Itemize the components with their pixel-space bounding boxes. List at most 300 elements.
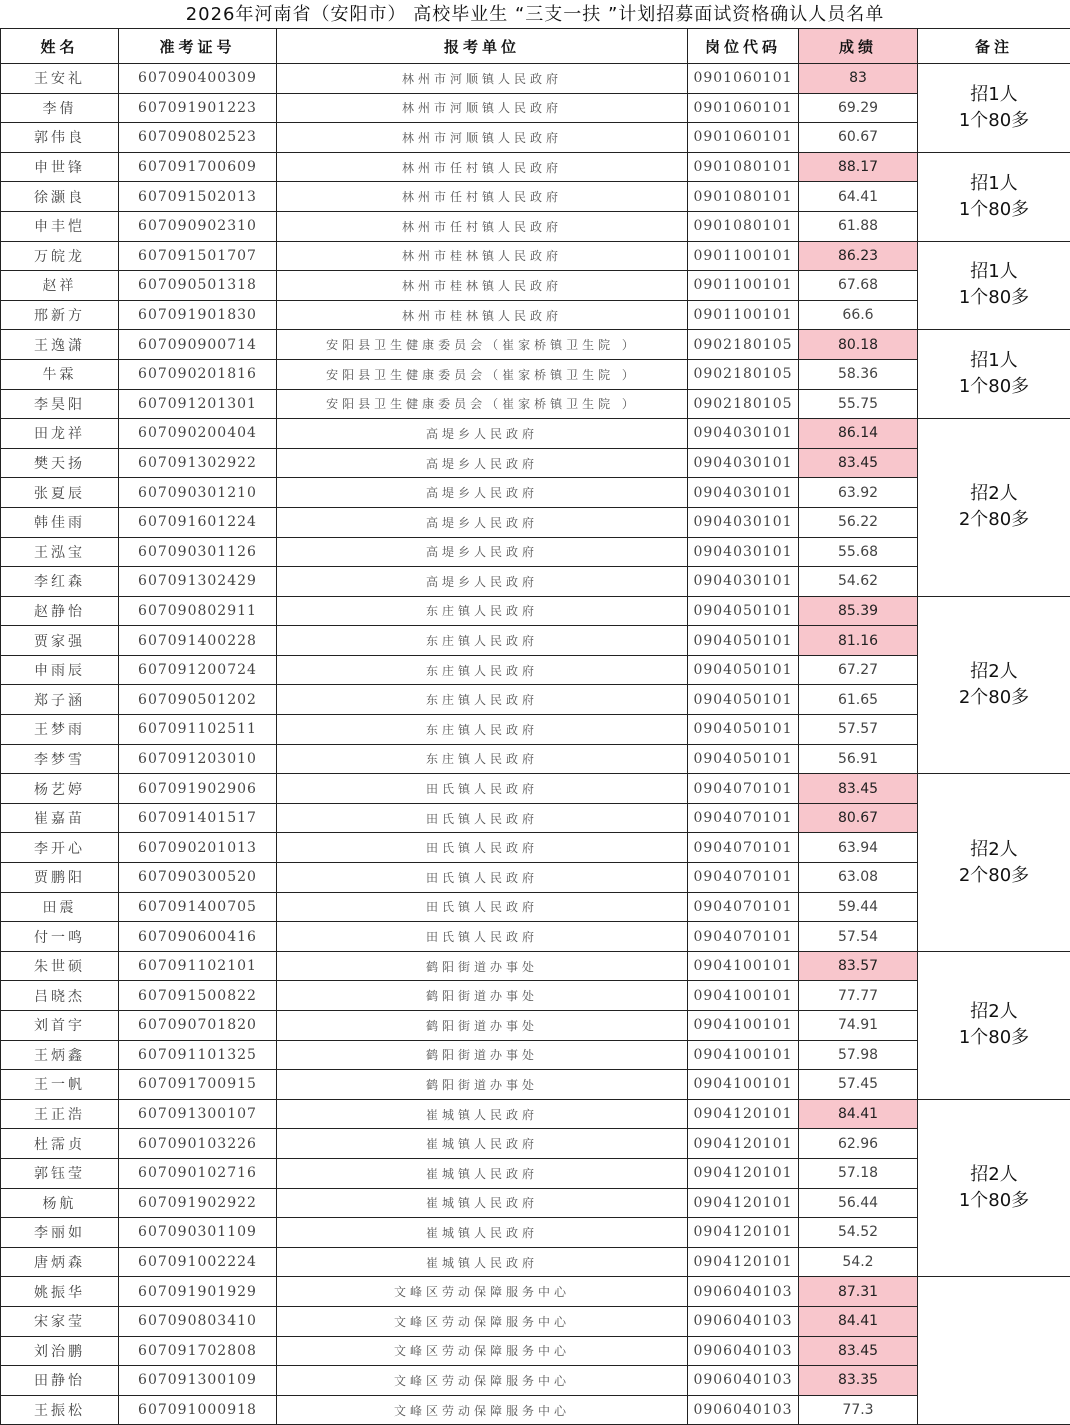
note-line: 招1人 [918, 259, 1070, 285]
score-cell: 63.08 [799, 863, 918, 893]
exam-id-cell: 607091102101 [119, 951, 277, 981]
note-line: 2个80多 [918, 507, 1070, 533]
unit-cell: 鹤阳街道办事处 [277, 981, 688, 1011]
note-cell [918, 596, 1070, 774]
score-cell: 83.45 [799, 1336, 918, 1366]
code-cell: 0904030101 [688, 537, 799, 567]
table-row [1, 478, 1070, 508]
name-cell: 申世锋 [1, 152, 119, 182]
score-cell: 83.45 [799, 448, 918, 478]
code-cell: 0904070101 [688, 922, 799, 952]
score-cell: 86.14 [799, 419, 918, 449]
code-cell: 0906040103 [688, 1306, 799, 1336]
note-line: 2个80多 [918, 685, 1070, 711]
unit-cell: 林州市河顺镇人民政府 [277, 123, 688, 153]
unit-cell: 安阳县卫生健康委员会（崔家桥镇卫生院 ） [277, 330, 688, 360]
table-row [1, 981, 1070, 1011]
unit-cell: 文峰区劳动保障服务中心 [277, 1277, 688, 1307]
score-cell: 77.3 [799, 1395, 918, 1425]
name-cell: 唐炳森 [1, 1247, 119, 1277]
unit-cell: 崔城镇人民政府 [277, 1247, 688, 1277]
exam-id-cell: 607091601224 [119, 507, 277, 537]
table-row [1, 685, 1070, 715]
table-row [1, 448, 1070, 478]
score-cell: 62.96 [799, 1129, 918, 1159]
score-cell: 63.94 [799, 833, 918, 863]
name-cell: 李梦雪 [1, 744, 119, 774]
score-cell: 84.41 [799, 1099, 918, 1129]
table-row [1, 1070, 1070, 1100]
table-row [1, 951, 1070, 981]
unit-cell: 鹤阳街道办事处 [277, 1040, 688, 1070]
table-row [1, 537, 1070, 567]
unit-cell: 田氏镇人民政府 [277, 863, 688, 893]
exam-id-cell: 607090902310 [119, 211, 277, 241]
code-cell: 0906040103 [688, 1395, 799, 1425]
note-cell [918, 419, 1070, 597]
name-cell: 王振松 [1, 1395, 119, 1425]
code-cell: 0904100101 [688, 951, 799, 981]
header-code: 岗位代码 [688, 29, 799, 64]
unit-cell: 崔城镇人民政府 [277, 1129, 688, 1159]
table-row [1, 359, 1070, 389]
score-cell: 56.22 [799, 507, 918, 537]
code-cell: 0904120101 [688, 1188, 799, 1218]
code-cell: 0902180105 [688, 389, 799, 419]
exam-id-cell: 607091302922 [119, 448, 277, 478]
header-score: 成绩 [799, 29, 918, 64]
header-name: 姓名 [1, 29, 119, 64]
table-row [1, 389, 1070, 419]
code-cell: 0906040103 [688, 1336, 799, 1366]
unit-cell: 东庄镇人民政府 [277, 744, 688, 774]
exam-id-cell: 607091700915 [119, 1070, 277, 1100]
note-cell [918, 774, 1070, 952]
code-cell: 0901060101 [688, 93, 799, 123]
table-row [1, 922, 1070, 952]
exam-id-cell: 607091401517 [119, 803, 277, 833]
code-cell: 0901060101 [688, 123, 799, 153]
score-cell: 83.57 [799, 951, 918, 981]
code-cell: 0904100101 [688, 1011, 799, 1041]
exam-id-cell: 607090501318 [119, 271, 277, 301]
exam-id-cell: 607091901830 [119, 300, 277, 330]
score-cell: 66.6 [799, 300, 918, 330]
exam-id-cell: 607091300109 [119, 1366, 277, 1396]
note-line: 招1人 [918, 171, 1070, 197]
unit-cell: 鹤阳街道办事处 [277, 1070, 688, 1100]
header-unit: 报考单位 [277, 29, 688, 64]
code-cell: 0904030101 [688, 507, 799, 537]
table-row [1, 1366, 1070, 1396]
table-row [1, 1395, 1070, 1425]
code-cell: 0901100101 [688, 271, 799, 301]
exam-id-cell: 607091000918 [119, 1395, 277, 1425]
table-body [1, 64, 1070, 1425]
exam-id-cell: 607091702808 [119, 1336, 277, 1366]
unit-cell: 安阳县卫生健康委员会（崔家桥镇卫生院 ） [277, 389, 688, 419]
name-cell: 杨艺婷 [1, 774, 119, 804]
name-cell: 李开心 [1, 833, 119, 863]
exam-id-cell: 607091002224 [119, 1247, 277, 1277]
table-row [1, 211, 1070, 241]
name-cell: 贾家强 [1, 626, 119, 656]
table-row [1, 863, 1070, 893]
table-row [1, 774, 1070, 804]
table-row [1, 300, 1070, 330]
table-row [1, 892, 1070, 922]
name-cell: 樊天扬 [1, 448, 119, 478]
code-cell: 0904070101 [688, 863, 799, 893]
table-row [1, 1306, 1070, 1336]
name-cell: 徐灏良 [1, 182, 119, 212]
name-cell: 张夏辰 [1, 478, 119, 508]
score-cell: 60.67 [799, 123, 918, 153]
unit-cell: 林州市任村镇人民政府 [277, 152, 688, 182]
name-cell: 杨航 [1, 1188, 119, 1218]
code-cell: 0904100101 [688, 1040, 799, 1070]
note-line: 1个80多 [918, 1188, 1070, 1214]
exam-id-cell: 607090102716 [119, 1158, 277, 1188]
name-cell: 田龙祥 [1, 419, 119, 449]
code-cell: 0904100101 [688, 1070, 799, 1100]
code-cell: 0906040103 [688, 1277, 799, 1307]
note-line: 1个80多 [918, 108, 1070, 134]
note-cell [918, 951, 1070, 1099]
name-cell: 邢新方 [1, 300, 119, 330]
exam-id-cell: 607091101325 [119, 1040, 277, 1070]
code-cell: 0904050101 [688, 655, 799, 685]
note-line: 招1人 [918, 82, 1070, 108]
table-row [1, 655, 1070, 685]
score-cell: 84.41 [799, 1306, 918, 1336]
name-cell: 牛霖 [1, 359, 119, 389]
exam-id-cell: 607091700609 [119, 152, 277, 182]
score-cell: 55.75 [799, 389, 918, 419]
code-cell: 0904100101 [688, 981, 799, 1011]
table-row [1, 1040, 1070, 1070]
score-cell: 83.45 [799, 774, 918, 804]
score-cell: 58.36 [799, 359, 918, 389]
exam-id-cell: 607090400309 [119, 64, 277, 94]
note-line: 招2人 [918, 1162, 1070, 1188]
code-cell: 0904120101 [688, 1158, 799, 1188]
name-cell: 姚振华 [1, 1277, 119, 1307]
unit-cell: 高堤乡人民政府 [277, 567, 688, 597]
table-row [1, 744, 1070, 774]
exam-id-cell: 607091200724 [119, 655, 277, 685]
table-row [1, 64, 1070, 94]
score-cell: 57.54 [799, 922, 918, 952]
exam-id-cell: 607091902922 [119, 1188, 277, 1218]
code-cell: 0904050101 [688, 715, 799, 745]
exam-id-cell: 607090201013 [119, 833, 277, 863]
unit-cell: 崔城镇人民政府 [277, 1158, 688, 1188]
table-row [1, 1247, 1070, 1277]
code-cell: 0901080101 [688, 211, 799, 241]
unit-cell: 崔城镇人民政府 [277, 1188, 688, 1218]
table-row [1, 567, 1070, 597]
code-cell: 0901100101 [688, 241, 799, 271]
score-cell: 54.2 [799, 1247, 918, 1277]
exam-id-cell: 607091302429 [119, 567, 277, 597]
unit-cell: 高堤乡人民政府 [277, 537, 688, 567]
unit-cell: 田氏镇人民政府 [277, 833, 688, 863]
exam-id-cell: 607090600416 [119, 922, 277, 952]
table-row [1, 1277, 1070, 1307]
note-cell [918, 64, 1070, 153]
score-cell: 57.18 [799, 1158, 918, 1188]
unit-cell: 文峰区劳动保障服务中心 [277, 1336, 688, 1366]
name-cell: 田静怡 [1, 1366, 119, 1396]
exam-id-cell: 607091902906 [119, 774, 277, 804]
name-cell: 王梦雨 [1, 715, 119, 745]
name-cell: 李丽如 [1, 1218, 119, 1248]
unit-cell: 高堤乡人民政府 [277, 448, 688, 478]
score-cell: 87.31 [799, 1277, 918, 1307]
name-cell: 刘治鹏 [1, 1336, 119, 1366]
score-cell: 83 [799, 64, 918, 94]
score-cell: 85.39 [799, 596, 918, 626]
score-cell: 83.35 [799, 1366, 918, 1396]
unit-cell: 东庄镇人民政府 [277, 626, 688, 656]
table-row [1, 241, 1070, 271]
score-cell: 81.16 [799, 626, 918, 656]
exam-id-cell: 607090301126 [119, 537, 277, 567]
name-cell: 王泓宝 [1, 537, 119, 567]
score-cell: 64.41 [799, 182, 918, 212]
header-exam-id: 准考证号 [119, 29, 277, 64]
note-line: 招2人 [918, 837, 1070, 863]
unit-cell: 林州市任村镇人民政府 [277, 182, 688, 212]
code-cell: 0904120101 [688, 1247, 799, 1277]
code-cell: 0902180105 [688, 359, 799, 389]
score-cell: 63.92 [799, 478, 918, 508]
unit-cell: 林州市河顺镇人民政府 [277, 93, 688, 123]
note-line: 招2人 [918, 999, 1070, 1025]
code-cell: 0901100101 [688, 300, 799, 330]
score-cell: 61.88 [799, 211, 918, 241]
table-row [1, 507, 1070, 537]
table-row [1, 1188, 1070, 1218]
table-row [1, 715, 1070, 745]
unit-cell: 高堤乡人民政府 [277, 507, 688, 537]
table-row [1, 626, 1070, 656]
score-cell: 56.91 [799, 744, 918, 774]
exam-id-cell: 607091502013 [119, 182, 277, 212]
exam-id-cell: 607090900714 [119, 330, 277, 360]
code-cell: 0904030101 [688, 567, 799, 597]
score-cell: 67.68 [799, 271, 918, 301]
name-cell: 付一鸣 [1, 922, 119, 952]
note-line: 招2人 [918, 481, 1070, 507]
name-cell: 王一帆 [1, 1070, 119, 1100]
code-cell: 0901080101 [688, 182, 799, 212]
score-cell: 59.44 [799, 892, 918, 922]
unit-cell: 田氏镇人民政府 [277, 922, 688, 952]
code-cell: 0904070101 [688, 774, 799, 804]
exam-id-cell: 607091500822 [119, 981, 277, 1011]
unit-cell: 文峰区劳动保障服务中心 [277, 1366, 688, 1396]
page-title: 2026年河南省（安阳市） 高校毕业生 “三支一扶 ”计划招募面试资格确认人员名单 [0, 0, 1070, 28]
header-note: 备注 [918, 29, 1070, 64]
name-cell: 赵静怡 [1, 596, 119, 626]
name-cell: 刘首宇 [1, 1011, 119, 1041]
code-cell: 0904050101 [688, 744, 799, 774]
name-cell: 李倩 [1, 93, 119, 123]
exam-id-cell: 607090701820 [119, 1011, 277, 1041]
unit-cell: 林州市河顺镇人民政府 [277, 64, 688, 94]
table-row [1, 419, 1070, 449]
name-cell: 郭伟良 [1, 123, 119, 153]
score-cell: 80.18 [799, 330, 918, 360]
note-cell [918, 330, 1070, 419]
exam-id-cell: 607091400705 [119, 892, 277, 922]
name-cell: 万皖龙 [1, 241, 119, 271]
unit-cell: 田氏镇人民政府 [277, 892, 688, 922]
table-row [1, 596, 1070, 626]
note-line: 招2人 [918, 659, 1070, 685]
note-line: 2个80多 [918, 863, 1070, 889]
unit-cell: 林州市任村镇人民政府 [277, 211, 688, 241]
exam-id-cell: 607091102511 [119, 715, 277, 745]
name-cell: 赵祥 [1, 271, 119, 301]
note-cell [918, 1099, 1070, 1277]
name-cell: 田震 [1, 892, 119, 922]
name-cell: 郭钰莹 [1, 1158, 119, 1188]
note-cell [918, 152, 1070, 241]
exam-id-cell: 607091901929 [119, 1277, 277, 1307]
name-cell: 申丰恺 [1, 211, 119, 241]
note-line: 1个80多 [918, 1025, 1070, 1051]
code-cell: 0904030101 [688, 478, 799, 508]
unit-cell: 林州市桂林镇人民政府 [277, 271, 688, 301]
code-cell: 0906040103 [688, 1366, 799, 1396]
note-line: 1个80多 [918, 197, 1070, 223]
score-cell: 69.29 [799, 93, 918, 123]
unit-cell: 田氏镇人民政府 [277, 803, 688, 833]
unit-cell: 东庄镇人民政府 [277, 685, 688, 715]
unit-cell: 东庄镇人民政府 [277, 596, 688, 626]
exam-id-cell: 607091400228 [119, 626, 277, 656]
exam-id-cell: 607091201301 [119, 389, 277, 419]
note-cell [918, 241, 1070, 330]
score-cell: 57.45 [799, 1070, 918, 1100]
score-cell: 67.27 [799, 655, 918, 685]
code-cell: 0901060101 [688, 64, 799, 94]
name-cell: 朱世硕 [1, 951, 119, 981]
table-row [1, 803, 1070, 833]
unit-cell: 林州市桂林镇人民政府 [277, 241, 688, 271]
name-cell: 王炳鑫 [1, 1040, 119, 1070]
unit-cell: 东庄镇人民政府 [277, 655, 688, 685]
score-cell: 86.23 [799, 241, 918, 271]
name-cell: 崔嘉苗 [1, 803, 119, 833]
note-line: 1个80多 [918, 285, 1070, 311]
unit-cell: 林州市桂林镇人民政府 [277, 300, 688, 330]
table-row [1, 93, 1070, 123]
table-row [1, 1218, 1070, 1248]
code-cell: 0904120101 [688, 1129, 799, 1159]
code-cell: 0904070101 [688, 833, 799, 863]
score-cell: 57.98 [799, 1040, 918, 1070]
exam-id-cell: 607090200404 [119, 419, 277, 449]
name-cell: 吕晓杰 [1, 981, 119, 1011]
candidate-table [0, 28, 1070, 1425]
unit-cell: 东庄镇人民政府 [277, 715, 688, 745]
name-cell: 郑子涵 [1, 685, 119, 715]
note-line: 招1人 [918, 348, 1070, 374]
code-cell: 0904050101 [688, 626, 799, 656]
exam-id-cell: 607090103226 [119, 1129, 277, 1159]
code-cell: 0904070101 [688, 803, 799, 833]
name-cell: 李昊阳 [1, 389, 119, 419]
header-row [1, 29, 1070, 64]
note-line: 1个80多 [918, 374, 1070, 400]
exam-id-cell: 607091300107 [119, 1099, 277, 1129]
unit-cell: 鹤阳街道办事处 [277, 951, 688, 981]
name-cell: 李红森 [1, 567, 119, 597]
exam-id-cell: 607090803410 [119, 1306, 277, 1336]
name-cell: 王正浩 [1, 1099, 119, 1129]
name-cell: 王安礼 [1, 64, 119, 94]
score-cell: 61.65 [799, 685, 918, 715]
table-row [1, 1129, 1070, 1159]
table-row [1, 330, 1070, 360]
score-cell: 54.62 [799, 567, 918, 597]
table-row [1, 152, 1070, 182]
name-cell: 韩佳雨 [1, 507, 119, 537]
exam-id-cell: 607090301210 [119, 478, 277, 508]
code-cell: 0902180105 [688, 330, 799, 360]
exam-id-cell: 607090201816 [119, 359, 277, 389]
unit-cell: 崔城镇人民政府 [277, 1218, 688, 1248]
score-cell: 54.52 [799, 1218, 918, 1248]
table-row [1, 833, 1070, 863]
unit-cell: 崔城镇人民政府 [277, 1099, 688, 1129]
table-row [1, 1336, 1070, 1366]
code-cell: 0904120101 [688, 1099, 799, 1129]
name-cell: 杜霈贞 [1, 1129, 119, 1159]
name-cell: 贾鹏阳 [1, 863, 119, 893]
name-cell: 王逸潇 [1, 330, 119, 360]
table-row [1, 1011, 1070, 1041]
unit-cell: 文峰区劳动保障服务中心 [277, 1306, 688, 1336]
exam-id-cell: 607091203010 [119, 744, 277, 774]
name-cell: 申雨辰 [1, 655, 119, 685]
unit-cell: 高堤乡人民政府 [277, 419, 688, 449]
score-cell: 57.57 [799, 715, 918, 745]
table-row [1, 1158, 1070, 1188]
table-row [1, 271, 1070, 301]
unit-cell: 文峰区劳动保障服务中心 [277, 1395, 688, 1425]
score-cell: 74.91 [799, 1011, 918, 1041]
exam-id-cell: 607090802523 [119, 123, 277, 153]
unit-cell: 田氏镇人民政府 [277, 774, 688, 804]
score-cell: 80.67 [799, 803, 918, 833]
code-cell: 0904050101 [688, 685, 799, 715]
unit-cell: 鹤阳街道办事处 [277, 1011, 688, 1041]
exam-id-cell: 607091901223 [119, 93, 277, 123]
exam-id-cell: 607090301109 [119, 1218, 277, 1248]
code-cell: 0901080101 [688, 152, 799, 182]
code-cell: 0904030101 [688, 419, 799, 449]
code-cell: 0904050101 [688, 596, 799, 626]
note-cell [918, 1277, 1070, 1425]
table-row [1, 182, 1070, 212]
code-cell: 0904070101 [688, 892, 799, 922]
name-cell: 宋家莹 [1, 1306, 119, 1336]
